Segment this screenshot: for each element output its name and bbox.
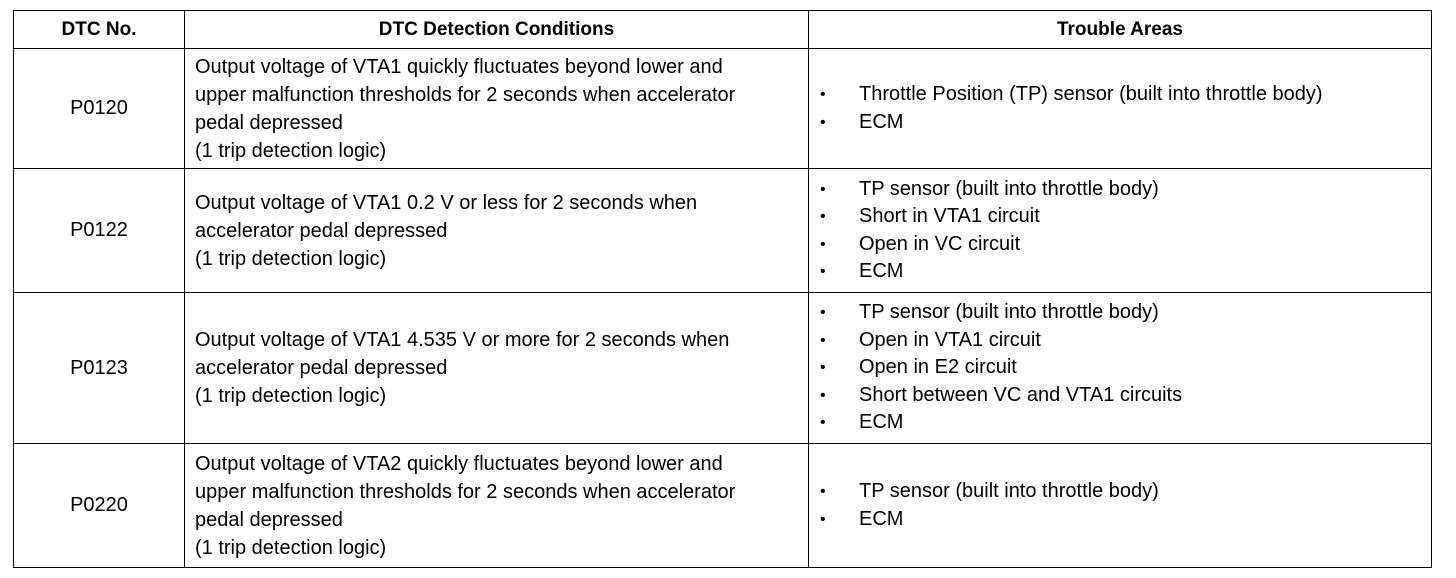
condition-line: (1 trip detection logic) [195,385,387,407]
detection-conditions [185,169,809,293]
list-item: • ECM [809,109,1425,137]
table-row [14,444,1432,568]
list-item: • Throttle Position (TP) sensor (built into throttle body) [809,81,1425,109]
condition-line: pedal depressed [195,508,343,531]
list-item: • Short between VC and VTA1 circuits [809,382,1425,410]
condition-line: pedal depressed [195,111,343,134]
dtc-table [13,10,1432,568]
header-trouble-areas: Trouble Areas [809,11,1432,49]
dtc-code: P0123 [14,293,185,444]
condition-line: (1 trip detection logic) [195,247,387,270]
trouble-areas [809,444,1432,568]
condition-line: Output voltage of VTA1 quickly fluctuates beyond lower and [195,55,723,78]
list-item: • ECM [809,506,1425,534]
list-item: • TP sensor (built into throttle body) [809,176,1425,204]
condition-line: accelerator pedal depressed [195,219,448,242]
detection-conditions [185,444,809,568]
header-row [14,11,1432,49]
condition-line: accelerator pedal depressed [195,357,448,379]
header-dtc-no: DTC No. [14,11,185,49]
list-item: • ECM [809,258,1425,286]
trouble-areas [809,49,1432,169]
dtc-code: P0120 [14,49,185,169]
table-row [14,49,1432,169]
list-item: • Open in VTA1 circuit [809,327,1425,355]
detection-conditions [185,49,809,169]
condition-line: upper malfunction thresholds for 2 seconds when accelerator [195,83,736,106]
trouble-area-list [809,299,1425,437]
list-item: • Open in E2 circuit [809,354,1425,382]
condition-line: Output voltage of VTA1 0.2 V or less for 2 seconds when [195,191,698,214]
condition-line: upper malfunction thresholds for 2 seconds when accelerator [195,480,736,503]
detection-conditions [185,293,809,444]
condition-line: Output voltage of VTA1 4.535 V or more for 2 seconds when [195,329,730,351]
condition-line: (1 trip detection logic) [195,536,387,559]
trouble-areas [809,293,1432,444]
list-item: • TP sensor (built into throttle body) [809,478,1425,506]
table-row [14,169,1432,293]
dtc-code: P0220 [14,444,185,568]
trouble-area-list [809,176,1425,286]
condition-line: Output voltage of VTA2 quickly fluctuates beyond lower and [195,452,723,475]
dtc-code: P0122 [14,169,185,293]
condition-line: (1 trip detection logic) [195,139,387,162]
trouble-areas [809,169,1432,293]
list-item: • Short in VTA1 circuit [809,203,1425,231]
list-item: • ECM [809,409,1425,437]
trouble-area-list [809,81,1425,136]
list-item: • Open in VC circuit [809,231,1425,259]
list-item: • TP sensor (built into throttle body) [809,299,1425,327]
trouble-area-list [809,478,1425,533]
header-detection-conditions: DTC Detection Conditions [185,11,809,49]
table-row [14,293,1432,444]
